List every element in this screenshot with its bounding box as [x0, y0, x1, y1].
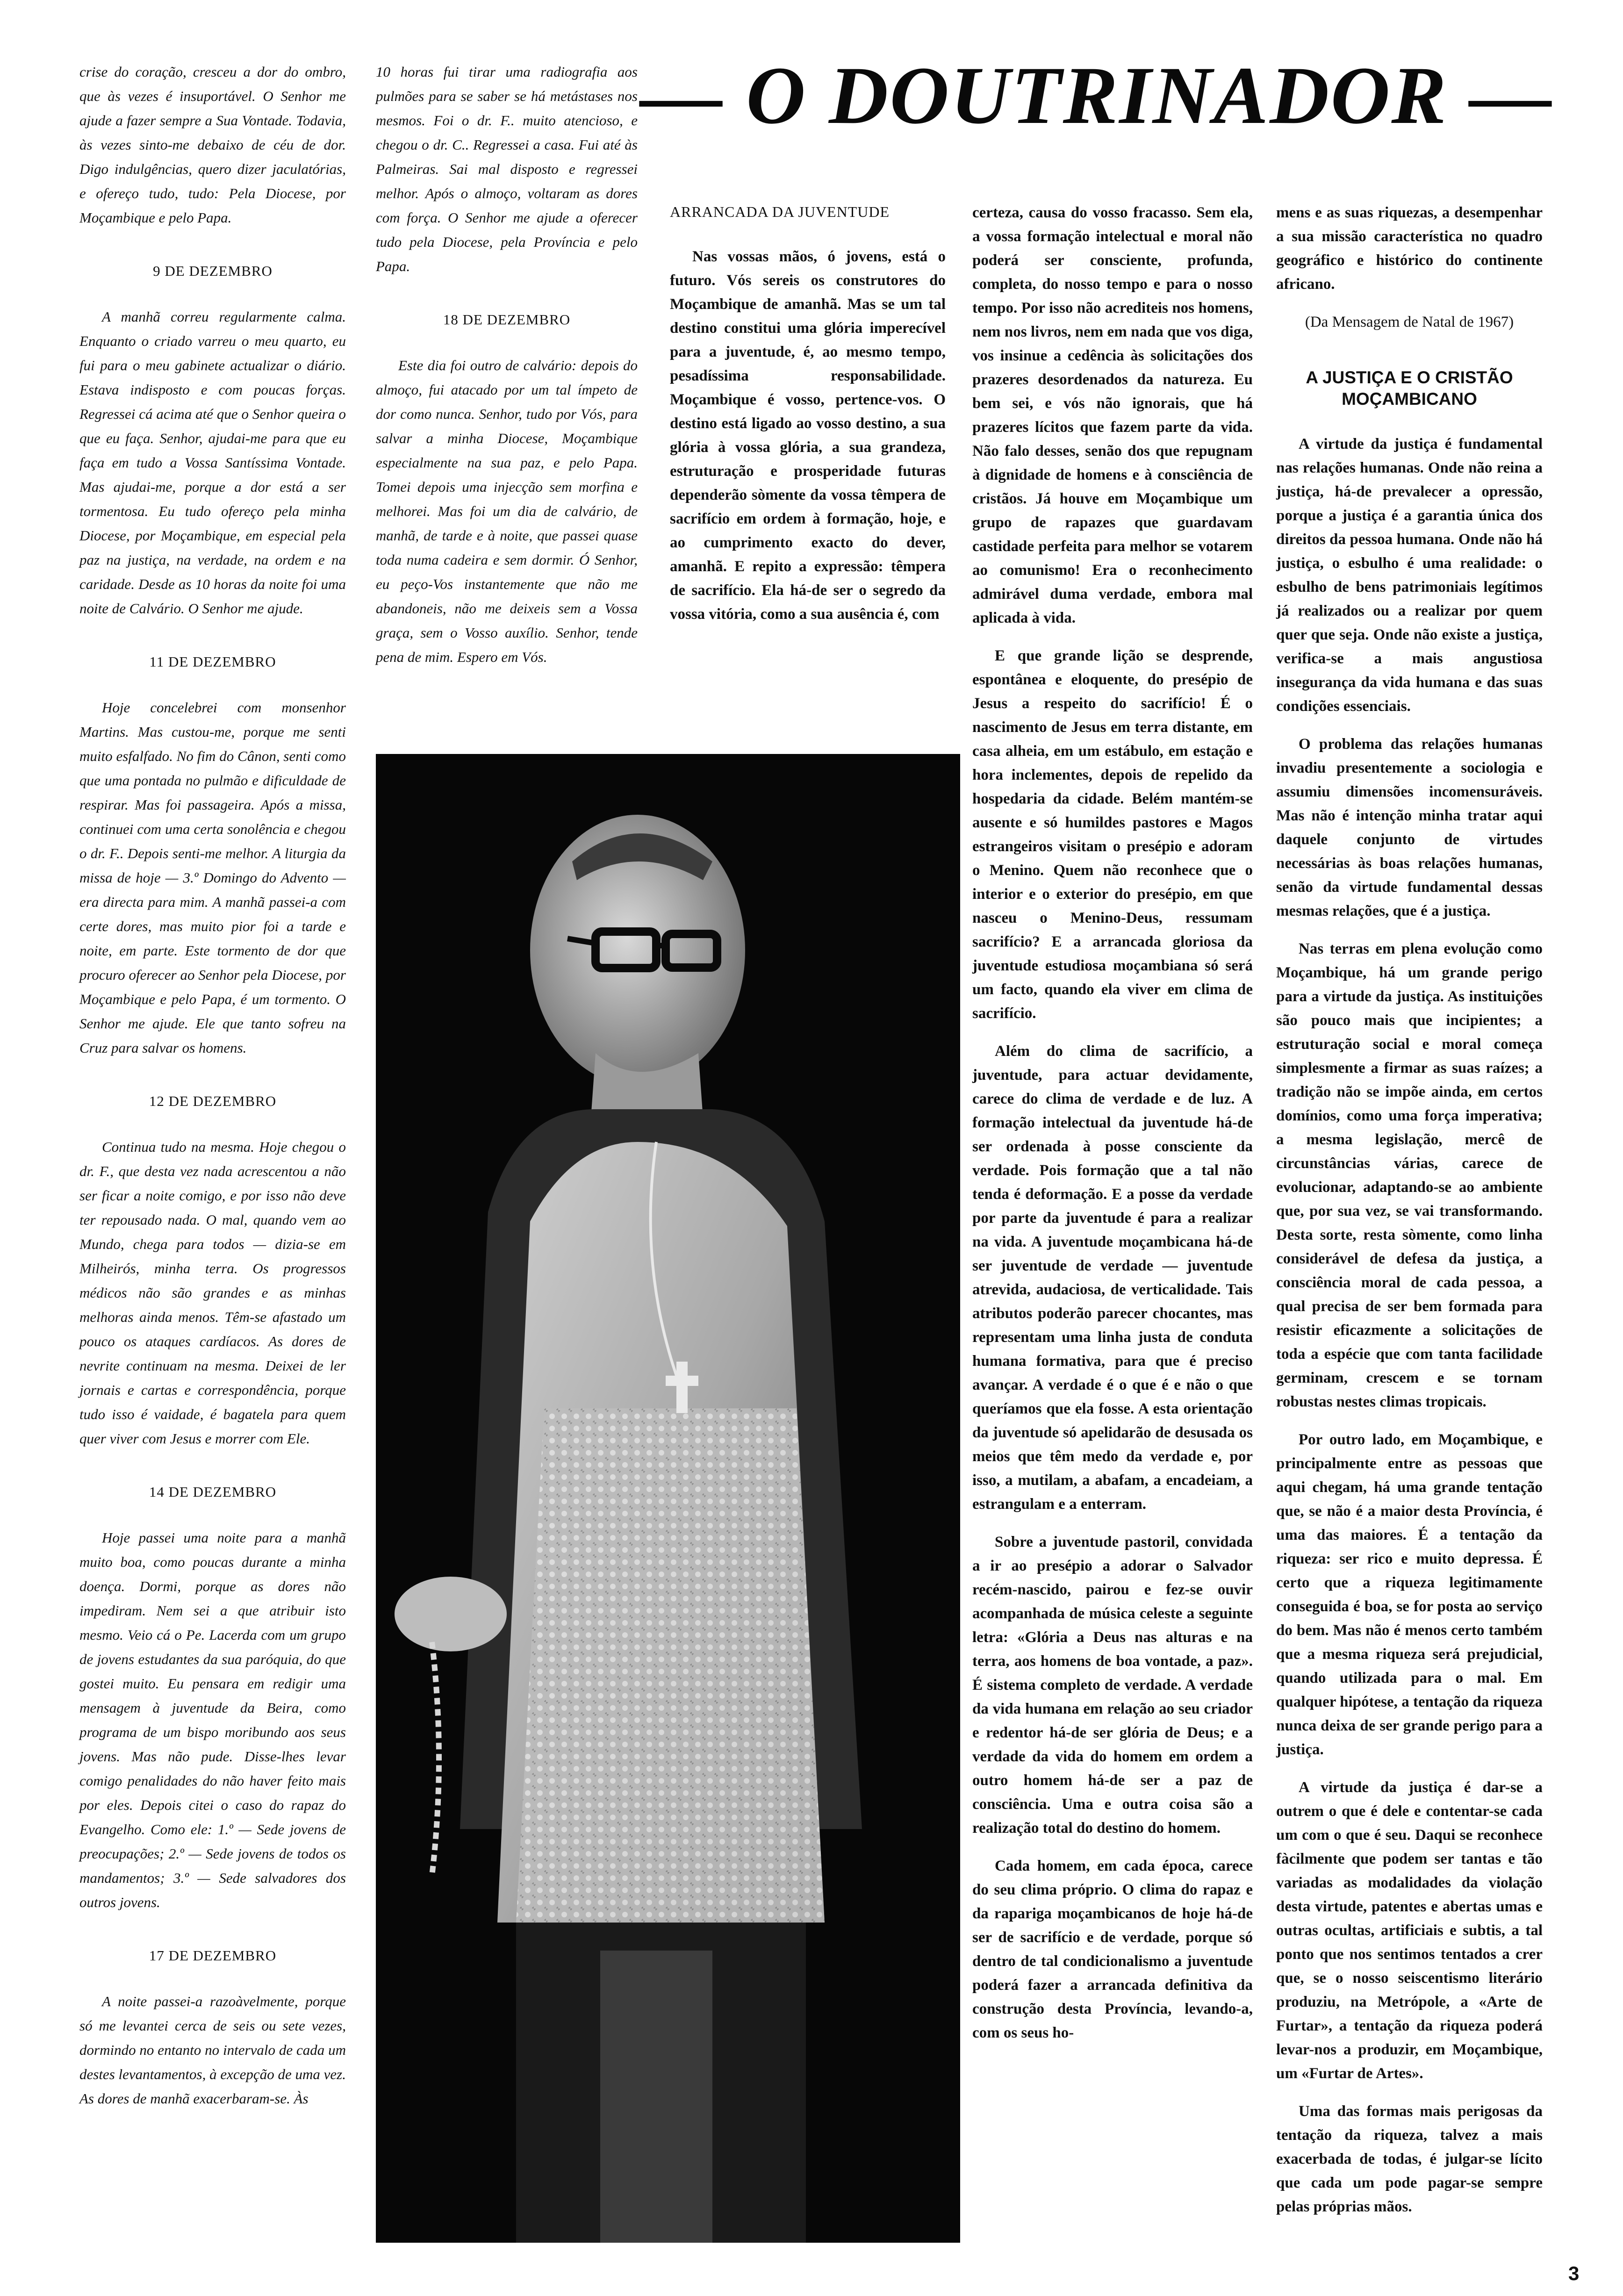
diary-date: 12 DE DEZEMBRO: [149, 1093, 277, 1109]
youth-paragraph: certeza, causa do vosso fracasso. Sem ela, a vossa formação intelectual e moral não poderá ser consciente, profunda, completa, do nosso tempo e para o nosso tempo. Por isso não acrediteis nos homens, nem nos livros, nem em nada que vos diga, vos insinue a cedência às solicitações dos prazeres desordenados da natureza. Eu bem sei, e vós não ignorais, que há prazeres lícitos que fazem parte da vida. Não falo desses, senão dos que repugnam à dignidade de homens e à consciência de cristãos. Já houve em Moçambique um grupo de rapazes que guardavam castidade perfeita para melhor se votarem ao comunismo! Era o reconhecimento admirável duma verdade, embora mal aplicada à vida.: [972, 204, 1253, 626]
message-source: (Da Mensagem de Natal de 1967): [1305, 314, 1514, 330]
diary-entry: Continua tudo na mesma. Hoje chegou o dr. F., que desta vez nada acrescentou a não ser ficar a noite comigo, e por isso não deve ter repousado nada. O mal, quando vem ao Mundo, chega para todos — dizia-se em Milheirós, minha terra. Os progressos médicos não são grandes e as minhas melhoras ainda menos. Têm-se afastado um pouco os ataques cardíacos. As dores de nevrite continuam na mesma. Deixei de ler jornais e cartas e correspondência, porque tudo isso é vaidade, é bagatela para quem quer viver com Jesus e morrer com Ele.: [79, 1139, 346, 1447]
youth-paragraph: Além do clima de sacrifício, a juventude, para actuar devidamente, carece do clima de verdade e de luz. A formação intelectual da juventude há-de ser ordenada à posse consciente da verdade. Pois formação que a tal não tenda é deformação. E a posse da verdade por parte da juventude é para a realizar na vida. A juventude moçambicana há-de ser juventude de verdade — juventude atrevida, audaciosa, de verticalidade. Tais atributos poderão parecer chocantes, mas representam uma linha justa de conduta humana formativa, para que é preciso avançar. A verdade é o que é e não o que queríamos que ela fosse. A esta orientação da juventude só apelidarão de desusada os meios que têm medo da verdade e, por isso, a mutilam, a abafam, a encadeiam, a estrangulam e a enterram.: [972, 1043, 1253, 1513]
diary-entry: Este dia foi outro de calvário: depois do almoço, fui atacado por um tal ímpeto de dor como nunca. Senhor, tudo por Vós, para salvar a minha Diocese, Moçambique especialmente na sua paz, e pelo Papa. Tomei depois uma injecção sem morfina e melhorei. Mas foi um dia de calvário, de manhã, de tarde e à noite, que passei quase toda numa cadeira e sem dormir. Ó Senhor, eu peço-Vos instantemente que não me abandoneis, não me deixeis sem a Vossa graça, sem o Vosso auxílio. Senhor, tende pena de mim. Espero em Vós.: [376, 357, 638, 665]
justice-paragraph: Por outro lado, em Moçambique, e principalmente entre as pessoas que aqui chegam, há uma grande tentação que, se não é a maior desta Província, é uma das maiores. É a tentação da riqueza: ser rico e muito depressa. É certo que a riqueza legitimamente conseguida é boa, se for posta ao serviço do bem. Mas não é menos certo também que a mesma riqueza será prejudicial, quando utilizada para o mal. Em qualquer hipótese, a tentação da riqueza nunca deixa de ser grande perigo para a justiça.: [1276, 1431, 1543, 1758]
youth-paragraph: mens e as suas riquezas, a desempenhar a sua missão característica no quadro geográfico e histórico do continente africano.: [1276, 204, 1543, 293]
justice-paragraph: A virtude da justiça é dar-se a outrem o que é dele e contentar-se cada um com o que é seu. Daqui se reconhece fàcilmente que podem ser tantas e tão variadas as modalidades da violação desta virtude, patentes e abertas umas e outras ocultas, artificiais e subtis, a tal ponto que nos sentimos tentados a crer que, se o nosso seiscentismo literário produziu, na Metrópole, a «Arte de Furtar», a tentação da riqueza poderá levar-nos a produzir, em Moçambique, um «Furtar de Artes».: [1276, 1779, 1543, 2082]
justice-paragraph: Uma das formas mais perigosas da tentação da riqueza, talvez a mais exacerbada de todas, é julgar-se lícito que cada um pode pagar-se sempre pelas próprias mãos.: [1276, 2103, 1543, 2215]
diary-continuation: 10 horas fui tirar uma radiografia aos pulmões para se saber se há metástases nos mesmos. Foi o dr. F.. muito atencioso, e chegou o dr. C.. Regressei a casa. Fui até às Palmeiras. Sai mal disposto e regressei melhor. Após o almoço, voltaram as dores com força. O Senhor me ajude a oferecer tudo pela Diocese, pela Província e pelo Papa.: [376, 64, 638, 274]
diary-column-2: [376, 60, 638, 683]
youth-paragraph: Nas vossas mãos, ó jovens, está o futuro. Vós sereis os construtores do Moçambique de amanhã. Mas se um tal destino constitui uma glória imperecível para a juventude, é, ao mesmo tempo, pesadíssima responsabilidade. Moçambique é vosso, pertence-vos. O destino está ligado ao vosso destino, a sua glória à vossa glória, a sua grandeza, estruturação e prosperidade futuras dependerão sòmente da vossa têmpera de sacrifício em ordem à formação, hoje, e ao cumprimento exacto do dever, amanhã. E repito a expressão: têmpera de sacrifício. Ela há-de ser o segredo da vossa vitória, como a sua ausência é, com: [670, 248, 946, 623]
justice-paragraph: Nas terras em plena evolução como Moçambique, há um grande perigo para a virtude da justiça. As instituições são pouco mais que incipientes; a estruturação social e moral começa simplesmente a firmar as suas raízes; a tradição não se impõe ainda, em certos domínios, como uma força imperativa; a mesma legislação, mercê de circunstâncias várias, carece de evolucionar, adaptando-se ao ambiente que, por sua vez, se vai transformando. Desta sorte, resta sòmente, como linha considerável de defesa da justiça, a consciência moral de cada pessoa, a qual precisa de ser bem formada para resistir eficazmente a solicitações de toda a espécie que com tanta facilidade germinam, crescem e se tornam robustas nestes climas tropicais.: [1276, 940, 1543, 1410]
diary-intro: crise do coração, cresceu a dor do ombro, que às vezes é insuportável. O Senhor me ajude a fazer sempre a Sua Vontade. Todavia, às vezes sinto-me debaixo de céu de dor. Digo indulgências, quero dizer jaculatórias, e ofereço tudo, tudo: Pela Diocese, por Moçambique e pelo Papa.: [79, 64, 346, 226]
masthead-title: — O DOUTRINADOR —: [640, 50, 1553, 141]
youth-paragraph: Sobre a juventude pastoril, convidada a ir ao presépio a adorar o Salvador recém-nascido, pairou e fez-se ouvir acompanhada de música celeste a seguinte letra: «Glória a Deus nas alturas e na terra, aos homens de boa vontade, a paz». É sistema completo de verdade. A verdade da vida humana em relação ao seu criador e redentor há-de ser glória de Deus; e a verdade da vida do homem em ordem a outro homem há-de ser a paz de consciência. Uma e outra coisa são a realização total do destino do homem.: [972, 1534, 1253, 1837]
justice-column: [1276, 201, 1543, 2233]
justice-paragraph: A virtude da justiça é fundamental nas relações humanas. Onde não reina a justiça, há-de prevalecer a opressão, porque a justiça é a garantia única dos direitos da pessoa humana. Onde não há justiça, o esbulho é uma realidade: o esbulho de bens patrimoniais legítimos já realizados ou a realizar por quem quer que seja. Onde não existe a justiça, verifica-se a mais angustiosa insegurança da vida humana e das suas condições essenciais.: [1276, 436, 1543, 715]
diary-date: 9 DE DEZEMBRO: [153, 263, 273, 279]
justice-section-heading: A JUSTIÇA E O CRISTÃO MOÇAMBICANO: [1306, 368, 1513, 409]
diary-date: 14 DE DEZEMBRO: [149, 1484, 277, 1500]
justice-paragraph: O problema das relações humanas invadiu presentemente a sociologia e assumiu dimensões incomensuráveis. Mas não é intenção minha tratar aqui daquele conjunto de virtudes necessárias às boas relações humanas, senão da virtude fundamental dessas mesmas relações, que é a justiça.: [1276, 736, 1543, 919]
diary-column-1: [79, 60, 346, 2125]
youth-column-1: [670, 201, 946, 640]
youth-paragraph: E que grande lição se desprende, espontânea e eloquente, do presépio de Jesus a respeito do sacrifício! É o nascimento de Jesus em terra distante, em casa alheia, em um estábulo, em estação e hora inclementes, depois de repelido da hospedaria da cidade. Belém mantém-se ausente e só humildes pastores e Magos estrangeiros visitam o presépio e adoram o Menino. Quem não reconhece que o interior e o exterior do presépio, em que nasceu o Menino-Deus, ressumam sacrifício? E a arrancada gloriosa da juventude estudiosa moçambiana só será um facto, quando ela viver em clima de sacrifício.: [972, 647, 1253, 1022]
diary-entry: A manhã correu regularmente calma. Enquanto o criado varreu o meu quarto, eu fui para o meu gabinete actualizar o diário. Estava indisposto e com poucas forças. Regressei cá acima até que o Senhor queira o que eu faça. Senhor, ajudai-me para que eu faça em tudo a Vossa Santíssima Vontade. Mas ajudai-me, porque a dor está a ser tormentosa. Eu tudo ofereço pela minha Diocese, por Moçambique, em especial pela paz na justiça, na verdade, na ordem e na caridade. Desde as 10 horas da noite foi uma noite de Calvário. O Senhor me ajude.: [79, 309, 346, 617]
youth-paragraph: Cada homem, em cada época, carece do seu clima próprio. O clima do rapaz e da rapariga moçambicanos de hoje há-de ser de sacrifício e de verdade, porque só dentro de tal condicionalismo a juventude poderá fazer a arrancada definitiva da construção desta Província, levando-a, com os seus ho-: [972, 1858, 1253, 2041]
diary-date: 17 DE DEZEMBRO: [149, 1947, 277, 1964]
youth-section-heading: ARRANCADA DA JUVENTUDE: [670, 203, 890, 220]
diary-entry: A noite passei-a razoàvelmente, porque só me levantei cerca de seis ou sete vezes, dormindo no entanto no intervalo de cada um destes levantamentos, à excepção de uma vez. As dores de manhã exacerbaram-se. Às: [79, 1993, 346, 2107]
diary-date: 18 DE DEZEMBRO: [443, 311, 571, 328]
bishop-portrait-photo: [376, 754, 960, 2243]
youth-column-2: [972, 201, 1253, 2059]
diary-date: 11 DE DEZEMBRO: [149, 653, 276, 670]
page-number: 3: [1568, 2262, 1580, 2284]
diary-entry: Hoje concelebrei com monsenhor Martins. Mas custou-me, porque me senti muito esfalfado. No fim do Cânon, senti como que uma pontada no pulmão e dificuldade de respirar. Mas foi passageira. Após a missa, continuei com uma certa sonolência e chegou o dr. F.. Depois senti-me melhor. A liturgia da missa de hoje — 3.º Domingo do Advento — era directa para mim. A manhã passei-a com certe dores, mas muito pior foi a tarde e noite, em parte. Este tormento de dor que procuro oferecer ao Senhor pela Diocese, por Moçambique e pelo Papa, é um tormento. O Senhor me ajude. Ele que tanto sofreu na Cruz para salvar os homens.: [79, 699, 346, 1056]
bishop-portrait-image: [376, 754, 960, 2243]
diary-entry: Hoje passei uma noite para a manhã muito boa, como poucas durante a minha doença. Dormi, porque as dores não impediram. Nem sei a que atribuir isto mesmo. Veio cá o Pe. Lacerda com um grupo de jovens estudantes da sua paróquia, do que gostei muito. Eu pensara em redigir uma mensagem à juventude da Beira, como programa de um bispo moribundo aos seus jovens. Mas não pude. Disse-lhes levar comigo penalidades do não haver feito mais por eles. Depois citei o caso do rapaz do Evangelho. Como ele: 1.º — Sede jovens de preocupações; 2.º — Sede jovens de todos os mandamentos; 3.º — Sede salvadores dos outros jovens.: [79, 1529, 346, 1910]
